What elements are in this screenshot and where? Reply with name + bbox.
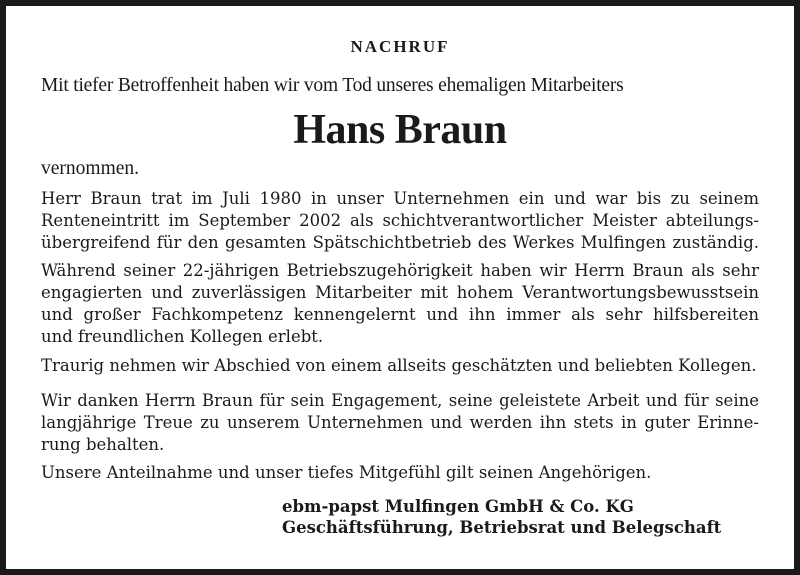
- paragraph-line: Unsere Anteilnahme und unser tiefes Mitgefühl gilt seinen Angehörigen.: [41, 463, 652, 482]
- notice-heading: NACHRUF: [350, 37, 450, 56]
- paragraph-line: und freundlichen Kollegen erlebt.: [41, 327, 324, 346]
- paragraph-line: langjährige Treue zu unserem Unternehmen und werden ihn stets in guter Erinne-: [41, 413, 759, 432]
- paragraph-line: und großer Fachkompetenz kennengelernt und ihn immer als sehr hilfsbereiten: [41, 305, 759, 324]
- paragraph-employment: [41, 188, 759, 254]
- paragraph-line: Während seiner 22-jährigen Betriebszugehörigkeit haben wir Herrn Braun als sehr: [41, 261, 759, 280]
- deceased-name: Hans Braun: [293, 107, 507, 153]
- paragraph-thanks: [41, 390, 759, 456]
- paragraph-line: Herr Braun trat im Juli 1980 in unser Unternehmen ein und war bis zu seinem: [41, 189, 759, 208]
- paragraph-line: engagierten und zuverlässigen Mitarbeiter mit hohem Verantwortungsbewusstsein: [41, 283, 759, 302]
- intro-text: Mit tiefer Betroffenheit haben wir vom Tod unseres ehemaligen Mitarbeiters: [41, 75, 624, 96]
- paragraph-line: rung behalten.: [41, 435, 165, 454]
- paragraph-line: übergreifend für den gesamten Spätschichtbetrieb des Werkes Mulfingen zuständig.: [41, 233, 759, 252]
- paragraph-appreciation: [41, 260, 759, 348]
- signature-company: ebm-papst Mulfingen GmbH & Co. KG: [282, 497, 634, 516]
- paragraph-farewell: [41, 355, 759, 377]
- intro-end-text: vernommen.: [41, 158, 140, 179]
- paragraph-line: Wir danken Herrn Braun für sein Engagement, seine geleistete Arbeit und für seine: [41, 391, 759, 410]
- signature-signatories: Geschäftsführung, Betriebsrat und Belegschaft: [282, 518, 722, 537]
- paragraph-condolences: [41, 462, 759, 484]
- obituary-notice: [6, 6, 794, 569]
- paragraph-line: Renteneintritt im September 2002 als schichtverantwortlicher Meister abteilungs-: [41, 211, 759, 230]
- signature-block: [282, 496, 721, 538]
- paragraph-line: Traurig nehmen wir Abschied von einem allseits geschätzten und beliebten Kollegen.: [41, 356, 757, 375]
